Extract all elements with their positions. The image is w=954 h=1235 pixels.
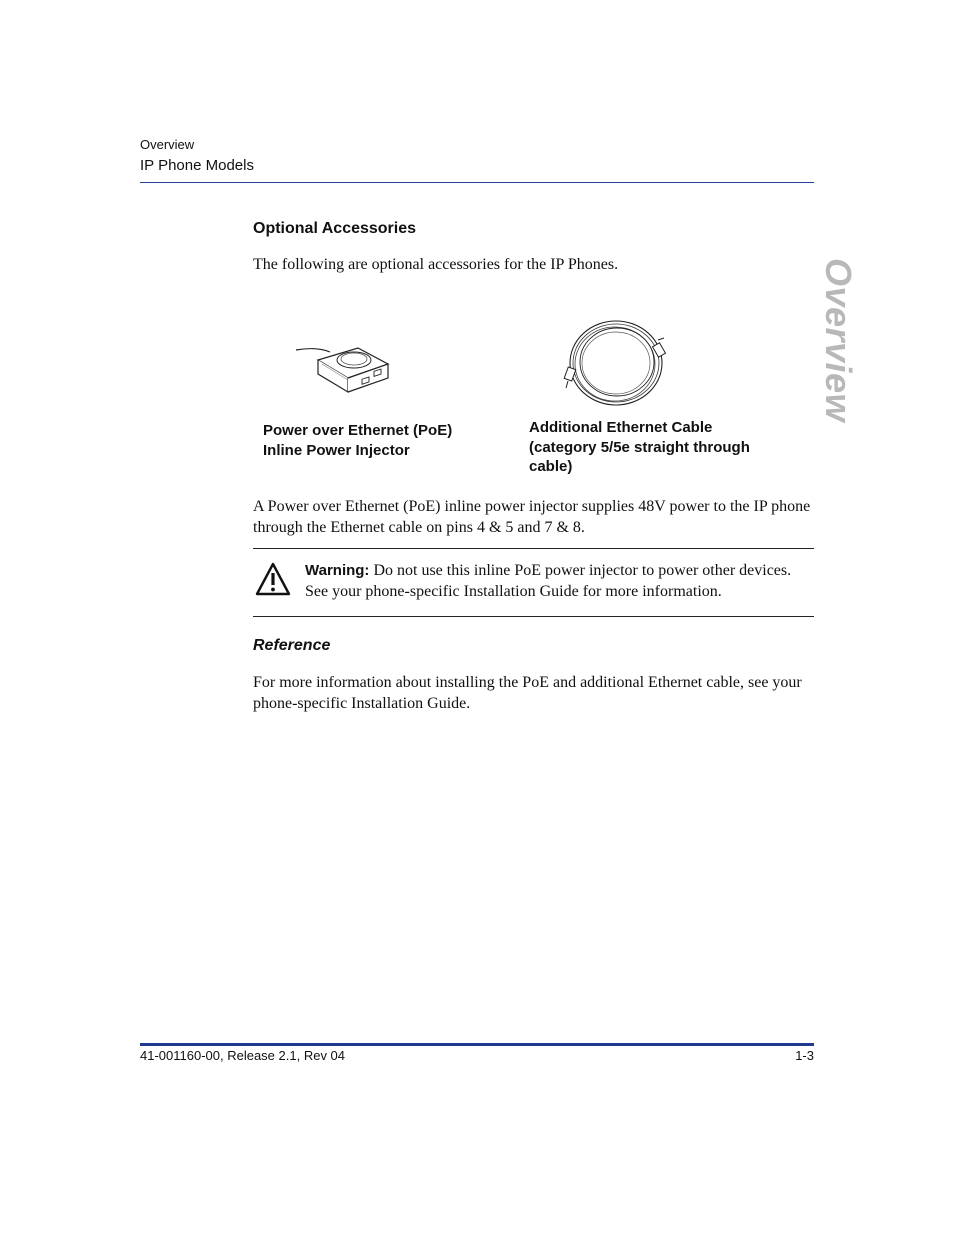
- reference-heading: Reference: [253, 637, 331, 654]
- reference-paragraph: For more information about installing the PoE and additional Ethernet cable, see your phone-specific Installation Guide.: [253, 674, 802, 712]
- caption-line: Additional Ethernet Cable: [529, 419, 713, 436]
- caption-line: cable): [529, 458, 573, 475]
- caption-line: Power over Ethernet (PoE): [263, 422, 453, 439]
- intro-paragraph: The following are optional accessories for the IP Phones.: [253, 256, 619, 273]
- poe-injector-illustration: [292, 340, 392, 396]
- warning-bottom-rule: [253, 616, 814, 617]
- side-tab: [818, 255, 858, 425]
- poe-paragraph: A Power over Ethernet (PoE) inline power injector supplies 48V power to the IP phone through the Ethernet cable on pins 4 & 5 and 7 & 8.: [253, 498, 811, 536]
- footer-doc-id: 41-001160-00, Release 2.1, Rev 04: [140, 1048, 346, 1063]
- footer-rule: [140, 1043, 814, 1046]
- running-header-section: Overview: [140, 137, 195, 152]
- caption-line: (category 5/5e straight through: [529, 438, 750, 456]
- caption-line: Inline Power Injector: [263, 441, 410, 459]
- warning-top-rule: [253, 548, 814, 549]
- figure-caption-cable: [529, 418, 779, 477]
- header-rule: [140, 182, 814, 183]
- warning-triangle-icon: [254, 561, 292, 597]
- warning-text: [305, 561, 817, 602]
- warning-label: Warning:: [305, 562, 370, 579]
- warning-body: Do not use this inline PoE power injector to power other devices. See your phone-specific Installation Guide for more information.: [305, 562, 792, 600]
- section-heading: Optional Accessories: [253, 220, 417, 237]
- figure-caption-poe: [263, 421, 483, 460]
- footer-page-number: 1-3: [795, 1048, 814, 1063]
- side-tab-label: Overview: [818, 257, 859, 423]
- ethernet-cable-illustration: [560, 318, 672, 410]
- running-header-subsection: IP Phone Models: [140, 157, 254, 174]
